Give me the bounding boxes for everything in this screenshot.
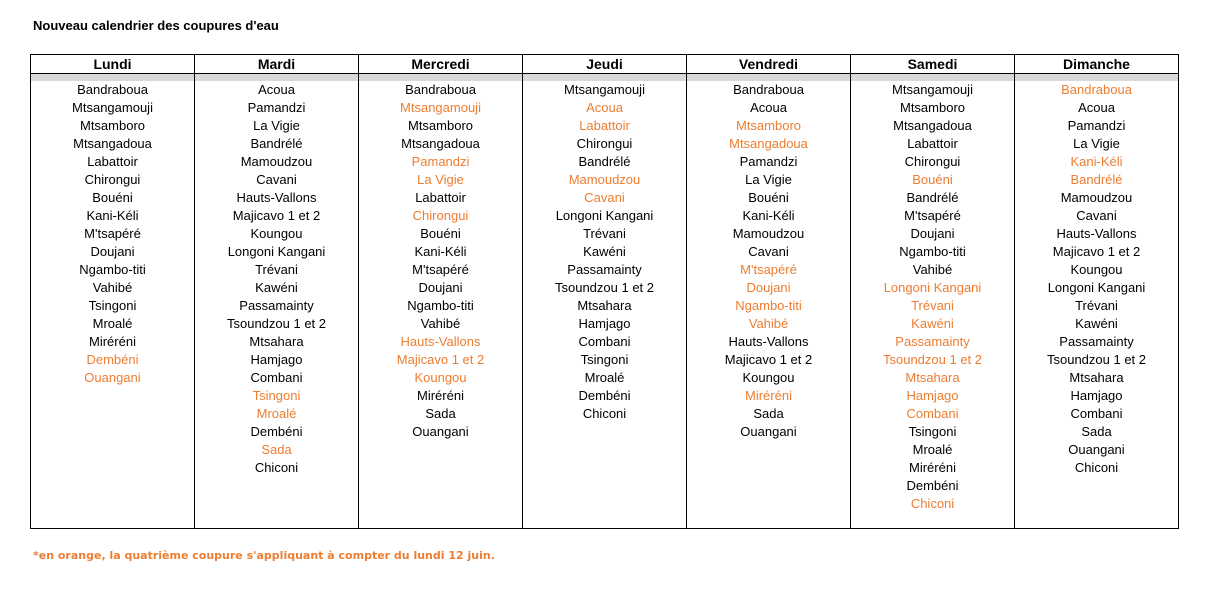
town-item: Combani bbox=[578, 334, 631, 349]
town-item: Mtsamboro bbox=[79, 118, 146, 133]
town-item: Chirongui bbox=[576, 136, 633, 151]
town-item: Hauts-Vallons bbox=[400, 334, 481, 349]
town-item: Kawéni bbox=[255, 280, 298, 295]
town-item: Mroalé bbox=[256, 406, 297, 421]
town-item: Ngambo-titi bbox=[79, 262, 146, 277]
day-header: Samedi bbox=[851, 55, 1014, 74]
town-item: Kani-Kéli bbox=[414, 244, 467, 259]
day-column-dimanche bbox=[1014, 55, 1178, 528]
town-item: Chiconi bbox=[910, 496, 955, 511]
town-item: Bandrélé bbox=[1070, 172, 1123, 187]
town-list bbox=[523, 81, 686, 423]
town-item: Majicavo 1 et 2 bbox=[724, 352, 813, 367]
town-item: Miréréni bbox=[89, 334, 136, 349]
town-item: Cavani bbox=[748, 244, 789, 259]
header-band bbox=[1015, 74, 1178, 81]
town-item: Bouéni bbox=[748, 190, 789, 205]
day-column-vendredi bbox=[686, 55, 850, 528]
header-band bbox=[523, 74, 686, 81]
header-band bbox=[195, 74, 358, 81]
town-item: Hamjago bbox=[1070, 388, 1123, 403]
town-item: Combani bbox=[1070, 406, 1123, 421]
town-item: Koungou bbox=[250, 226, 303, 241]
town-item: Vahibé bbox=[748, 316, 789, 331]
town-item: Chirongui bbox=[84, 172, 141, 187]
town-item: Mroalé bbox=[92, 316, 133, 331]
town-item: Longoni Kangani bbox=[883, 280, 982, 295]
town-item: Pamandzi bbox=[411, 154, 470, 169]
town-item: Mtsahara bbox=[577, 298, 632, 313]
town-item: Sada bbox=[261, 442, 292, 457]
day-header: Jeudi bbox=[523, 55, 686, 74]
day-header: Dimanche bbox=[1015, 55, 1178, 74]
town-item: Vahibé bbox=[420, 316, 461, 331]
town-item: Mtsahara bbox=[249, 334, 304, 349]
town-item: M'tsapéré bbox=[904, 208, 961, 223]
town-item: Mtsahara bbox=[905, 370, 960, 385]
town-item: Passamainty bbox=[895, 334, 970, 349]
town-item: Trévani bbox=[1075, 298, 1118, 313]
town-item: Passamainty bbox=[567, 262, 642, 277]
town-item: Trévani bbox=[583, 226, 626, 241]
town-item: Mamoudzou bbox=[240, 154, 313, 169]
town-item: Longoni Kangani bbox=[555, 208, 654, 223]
town-item: Bandraboua bbox=[77, 82, 148, 97]
town-list bbox=[359, 81, 522, 441]
town-list bbox=[31, 81, 194, 387]
town-item: Tsoundzou 1 et 2 bbox=[882, 352, 983, 367]
town-item: Hauts-Vallons bbox=[1056, 226, 1137, 241]
town-item: Tsingoni bbox=[580, 352, 629, 367]
town-item: Mtsangadoua bbox=[401, 136, 480, 151]
town-item: Ouangani bbox=[1068, 442, 1125, 457]
town-item: La Vigie bbox=[1073, 136, 1120, 151]
town-item: Mtsamboro bbox=[899, 100, 966, 115]
day-column-samedi bbox=[850, 55, 1014, 528]
town-item: Labattoir bbox=[87, 154, 138, 169]
town-item: Mtsamboro bbox=[407, 118, 474, 133]
town-item: Ngambo-titi bbox=[735, 298, 802, 313]
town-item: Dembéni bbox=[578, 388, 631, 403]
header-band bbox=[851, 74, 1014, 81]
town-item: Mtsangadoua bbox=[73, 136, 152, 151]
town-item: Pamandzi bbox=[739, 154, 798, 169]
footnote: *en orange, la quatrième coupure s'appliquant à compter du lundi 12 juin. bbox=[33, 549, 495, 562]
town-item: Sada bbox=[1081, 424, 1112, 439]
town-item: Majicavo 1 et 2 bbox=[396, 352, 485, 367]
town-item: Longoni Kangani bbox=[227, 244, 326, 259]
town-item: Mtsangamouji bbox=[892, 82, 973, 97]
town-item: Bouéni bbox=[92, 190, 133, 205]
town-item: Passamainty bbox=[1059, 334, 1134, 349]
day-header: Lundi bbox=[31, 55, 194, 74]
town-item: Hauts-Vallons bbox=[236, 190, 317, 205]
town-item: Pamandzi bbox=[1067, 118, 1126, 133]
town-item: Bandraboua bbox=[405, 82, 476, 97]
town-item: La Vigie bbox=[417, 172, 464, 187]
town-item: Chiconi bbox=[254, 460, 299, 475]
town-item: Dembéni bbox=[906, 478, 959, 493]
town-item: Cavani bbox=[1076, 208, 1117, 223]
town-item: Koungou bbox=[414, 370, 467, 385]
day-column-mardi bbox=[194, 55, 358, 528]
town-item: Bouéni bbox=[912, 172, 953, 187]
town-item: Cavani bbox=[256, 172, 297, 187]
town-list bbox=[195, 81, 358, 477]
town-item: Mamoudzou bbox=[568, 172, 641, 187]
town-item: Passamainty bbox=[239, 298, 314, 313]
town-item: Labattoir bbox=[907, 136, 958, 151]
town-item: Ouangani bbox=[84, 370, 141, 385]
town-item: Tsingoni bbox=[908, 424, 957, 439]
town-item: M'tsapéré bbox=[740, 262, 797, 277]
town-item: Acoua bbox=[586, 100, 623, 115]
town-item: Mamoudzou bbox=[1060, 190, 1133, 205]
town-item: Koungou bbox=[742, 370, 795, 385]
town-item: Doujani bbox=[418, 280, 463, 295]
town-item: Kawéni bbox=[911, 316, 954, 331]
town-item: Mtsangamouji bbox=[400, 100, 481, 115]
header-band bbox=[359, 74, 522, 81]
town-item: Acoua bbox=[258, 82, 295, 97]
town-item: Tsoundzou 1 et 2 bbox=[1046, 352, 1147, 367]
town-item: Labattoir bbox=[579, 118, 630, 133]
day-header: Mercredi bbox=[359, 55, 522, 74]
town-item: Bandrélé bbox=[578, 154, 631, 169]
town-item: Labattoir bbox=[415, 190, 466, 205]
town-item: Vahibé bbox=[912, 262, 953, 277]
town-item: Hauts-Vallons bbox=[728, 334, 809, 349]
town-item: Trévani bbox=[911, 298, 954, 313]
town-item: Kani-Kéli bbox=[86, 208, 139, 223]
town-item: Mamoudzou bbox=[732, 226, 805, 241]
town-item: Dembéni bbox=[86, 352, 139, 367]
town-item: Tsoundzou 1 et 2 bbox=[554, 280, 655, 295]
town-item: La Vigie bbox=[253, 118, 300, 133]
town-item: Kawéni bbox=[1075, 316, 1118, 331]
town-item: Tsingoni bbox=[252, 388, 301, 403]
town-item: Doujani bbox=[746, 280, 791, 295]
town-item: Cavani bbox=[584, 190, 625, 205]
town-item: Kawéni bbox=[583, 244, 626, 259]
town-item: Tsoundzou 1 et 2 bbox=[226, 316, 327, 331]
day-header: Vendredi bbox=[687, 55, 850, 74]
town-item: Acoua bbox=[750, 100, 787, 115]
town-list bbox=[851, 81, 1014, 513]
page-title: Nouveau calendrier des coupures d'eau bbox=[33, 18, 279, 33]
town-item: Hamjago bbox=[906, 388, 959, 403]
town-item: Chirongui bbox=[904, 154, 961, 169]
town-item: Mtsangadoua bbox=[729, 136, 808, 151]
town-item: Ouangani bbox=[412, 424, 469, 439]
town-item: Combani bbox=[250, 370, 303, 385]
town-item: Sada bbox=[753, 406, 784, 421]
town-item: Mroalé bbox=[584, 370, 625, 385]
town-item: Bandraboua bbox=[733, 82, 804, 97]
town-item: Hamjago bbox=[578, 316, 631, 331]
town-item: Trévani bbox=[255, 262, 298, 277]
town-item: Hamjago bbox=[250, 352, 303, 367]
town-item: Koungou bbox=[1070, 262, 1123, 277]
town-item: Doujani bbox=[910, 226, 955, 241]
town-item: Bandrélé bbox=[906, 190, 959, 205]
day-column-jeudi bbox=[522, 55, 686, 528]
town-item: Mroalé bbox=[912, 442, 953, 457]
town-item: Majicavo 1 et 2 bbox=[1052, 244, 1141, 259]
town-list bbox=[1015, 81, 1178, 477]
town-item: Doujani bbox=[90, 244, 135, 259]
town-item: Vahibé bbox=[92, 280, 133, 295]
town-item: Chiconi bbox=[1074, 460, 1119, 475]
town-item: Bandraboua bbox=[1061, 82, 1132, 97]
town-item: Mtsamboro bbox=[735, 118, 802, 133]
town-list bbox=[687, 81, 850, 441]
day-column-mercredi bbox=[358, 55, 522, 528]
town-item: Miréréni bbox=[745, 388, 792, 403]
town-item: Mtsangadoua bbox=[893, 118, 972, 133]
town-item: Bouéni bbox=[420, 226, 461, 241]
town-item: M'tsapéré bbox=[412, 262, 469, 277]
header-band bbox=[687, 74, 850, 81]
town-item: Ngambo-titi bbox=[899, 244, 966, 259]
town-item: Kani-Kéli bbox=[1070, 154, 1123, 169]
town-item: Majicavo 1 et 2 bbox=[232, 208, 321, 223]
town-item: Miréréni bbox=[417, 388, 464, 403]
header-band bbox=[31, 74, 194, 81]
town-item: Combani bbox=[906, 406, 959, 421]
town-item: Sada bbox=[425, 406, 456, 421]
town-item: Tsingoni bbox=[88, 298, 137, 313]
town-item: Chirongui bbox=[412, 208, 469, 223]
town-item: Chiconi bbox=[582, 406, 627, 421]
town-item: M'tsapéré bbox=[84, 226, 141, 241]
town-item: Mtsahara bbox=[1069, 370, 1124, 385]
town-item: Ouangani bbox=[740, 424, 797, 439]
town-item: Ngambo-titi bbox=[407, 298, 474, 313]
town-item: Longoni Kangani bbox=[1047, 280, 1146, 295]
town-item: Dembéni bbox=[250, 424, 303, 439]
town-item: La Vigie bbox=[745, 172, 792, 187]
schedule-table bbox=[30, 54, 1179, 529]
day-column-lundi bbox=[31, 55, 194, 528]
town-item: Acoua bbox=[1078, 100, 1115, 115]
town-item: Kani-Kéli bbox=[742, 208, 795, 223]
day-header: Mardi bbox=[195, 55, 358, 74]
town-item: Mtsangamouji bbox=[564, 82, 645, 97]
town-item: Pamandzi bbox=[247, 100, 306, 115]
town-item: Mtsangamouji bbox=[72, 100, 153, 115]
town-item: Bandrélé bbox=[250, 136, 303, 151]
town-item: Miréréni bbox=[909, 460, 956, 475]
